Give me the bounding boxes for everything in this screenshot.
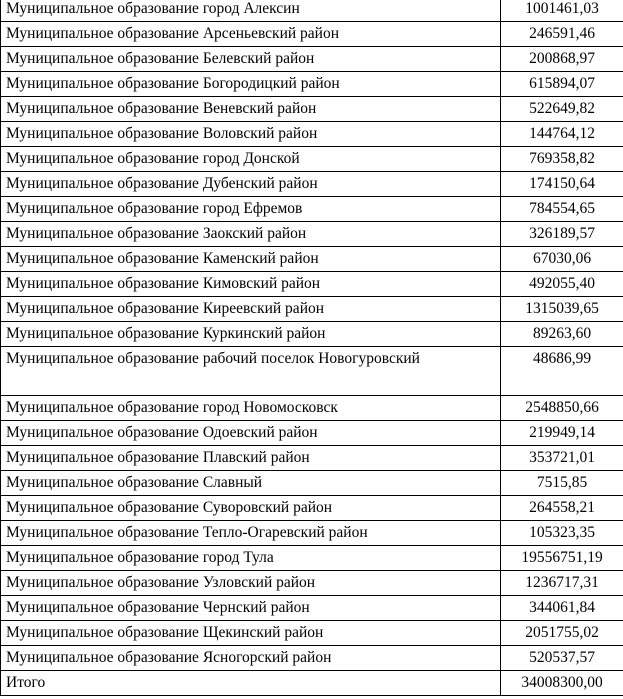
table-row	[1, 97, 623, 122]
amount-value: 769358,82	[501, 147, 623, 172]
table-row	[1, 247, 623, 272]
amount-value: 2051755,02	[501, 621, 623, 646]
table-row	[1, 596, 623, 621]
table-row	[1, 122, 623, 147]
amount-value: 353721,01	[501, 446, 623, 471]
municipality-name: Муниципальное образование Одоевский район	[1, 421, 501, 446]
amount-value: 174150,64	[501, 172, 623, 197]
municipality-name: Муниципальное образование Щекинский район	[1, 621, 501, 646]
amount-value: 264558,21	[501, 496, 623, 521]
table-row	[1, 646, 623, 671]
table-row	[1, 0, 623, 22]
table-row	[1, 22, 623, 47]
amount-value: 144764,12	[501, 122, 623, 147]
amount-value: 522649,82	[501, 97, 623, 122]
table-row	[1, 322, 623, 347]
table-row	[1, 347, 623, 396]
municipality-name: Муниципальное образование город Донской	[1, 147, 501, 172]
table-row	[1, 521, 623, 546]
amount-value: 1315039,65	[501, 297, 623, 322]
amount-value: 219949,14	[501, 421, 623, 446]
amount-value: 200868,97	[501, 47, 623, 72]
amount-value: 344061,84	[501, 596, 623, 621]
amount-value: 105323,35	[501, 521, 623, 546]
table-row	[1, 396, 623, 421]
municipality-name: Муниципальное образование Белевский район	[1, 47, 501, 72]
table-row	[1, 571, 623, 596]
table-row	[1, 222, 623, 247]
municipality-name: Муниципальное образование Дубенский район	[1, 172, 501, 197]
table-row	[1, 197, 623, 222]
table-row	[1, 297, 623, 322]
table-row	[1, 496, 623, 521]
table-row	[1, 72, 623, 97]
municipality-name: Муниципальное образование город Новомосковск	[1, 396, 501, 421]
municipality-name: Муниципальное образование город Тула	[1, 546, 501, 571]
amount-value: 492055,40	[501, 272, 623, 297]
municipality-name: Муниципальное образование Тепло-Огаревский район	[1, 521, 501, 546]
total-label: Итого	[1, 671, 501, 696]
municipality-name: Муниципальное образование Ясногорский район	[1, 646, 501, 671]
municipality-name: Муниципальное образование Чернский район	[1, 596, 501, 621]
total-row	[1, 671, 623, 696]
amount-value: 784554,65	[501, 197, 623, 222]
municipality-name: Муниципальное образование Плавский район	[1, 446, 501, 471]
table-row	[1, 421, 623, 446]
amount-value: 326189,57	[501, 222, 623, 247]
amount-value: 67030,06	[501, 247, 623, 272]
amount-value: 19556751,19	[501, 546, 623, 571]
amount-value: 7515,85	[501, 471, 623, 496]
municipality-name: Муниципальное образование Узловский район	[1, 571, 501, 596]
table-row	[1, 172, 623, 197]
municipality-name: Муниципальное образование Воловский район	[1, 122, 501, 147]
table-row	[1, 546, 623, 571]
municipality-name: Муниципальное образование Кимовский район	[1, 272, 501, 297]
municipality-name: Муниципальное образование Куркинский район	[1, 322, 501, 347]
table-row	[1, 471, 623, 496]
municipality-name: Муниципальное образование Суворовский район	[1, 496, 501, 521]
municipality-name: Муниципальное образование Каменский район	[1, 247, 501, 272]
municipality-name: Муниципальное образование Арсеньевский район	[1, 22, 501, 47]
amount-value: 89263,60	[501, 322, 623, 347]
municipality-name: Муниципальное образование Веневский район	[1, 97, 501, 122]
municipality-name: Муниципальное образование город Ефремов	[1, 197, 501, 222]
amount-value: 2548850,66	[501, 396, 623, 421]
municipality-name: Муниципальное образование Богородицкий район	[1, 72, 501, 97]
municipality-name: Муниципальное образование Славный	[1, 471, 501, 496]
amount-value: 615894,07	[501, 72, 623, 97]
municipality-name: Муниципальное образование город Алексин	[1, 0, 501, 22]
table-row	[1, 272, 623, 297]
municipality-name: Муниципальное образование рабочий поселок Новогуровский	[1, 347, 501, 396]
amount-value: 1001461,03	[501, 0, 623, 22]
table-row	[1, 147, 623, 172]
municipality-name: Муниципальное образование Киреевский район	[1, 297, 501, 322]
amount-value: 48686,99	[501, 347, 623, 396]
municipality-name: Муниципальное образование Заокский район	[1, 222, 501, 247]
table-row	[1, 621, 623, 646]
amount-value: 520537,57	[501, 646, 623, 671]
amount-value: 1236717,31	[501, 571, 623, 596]
table-row	[1, 47, 623, 72]
table-row	[1, 446, 623, 471]
amount-value: 246591,46	[501, 22, 623, 47]
total-amount: 34008300,00	[501, 671, 623, 696]
